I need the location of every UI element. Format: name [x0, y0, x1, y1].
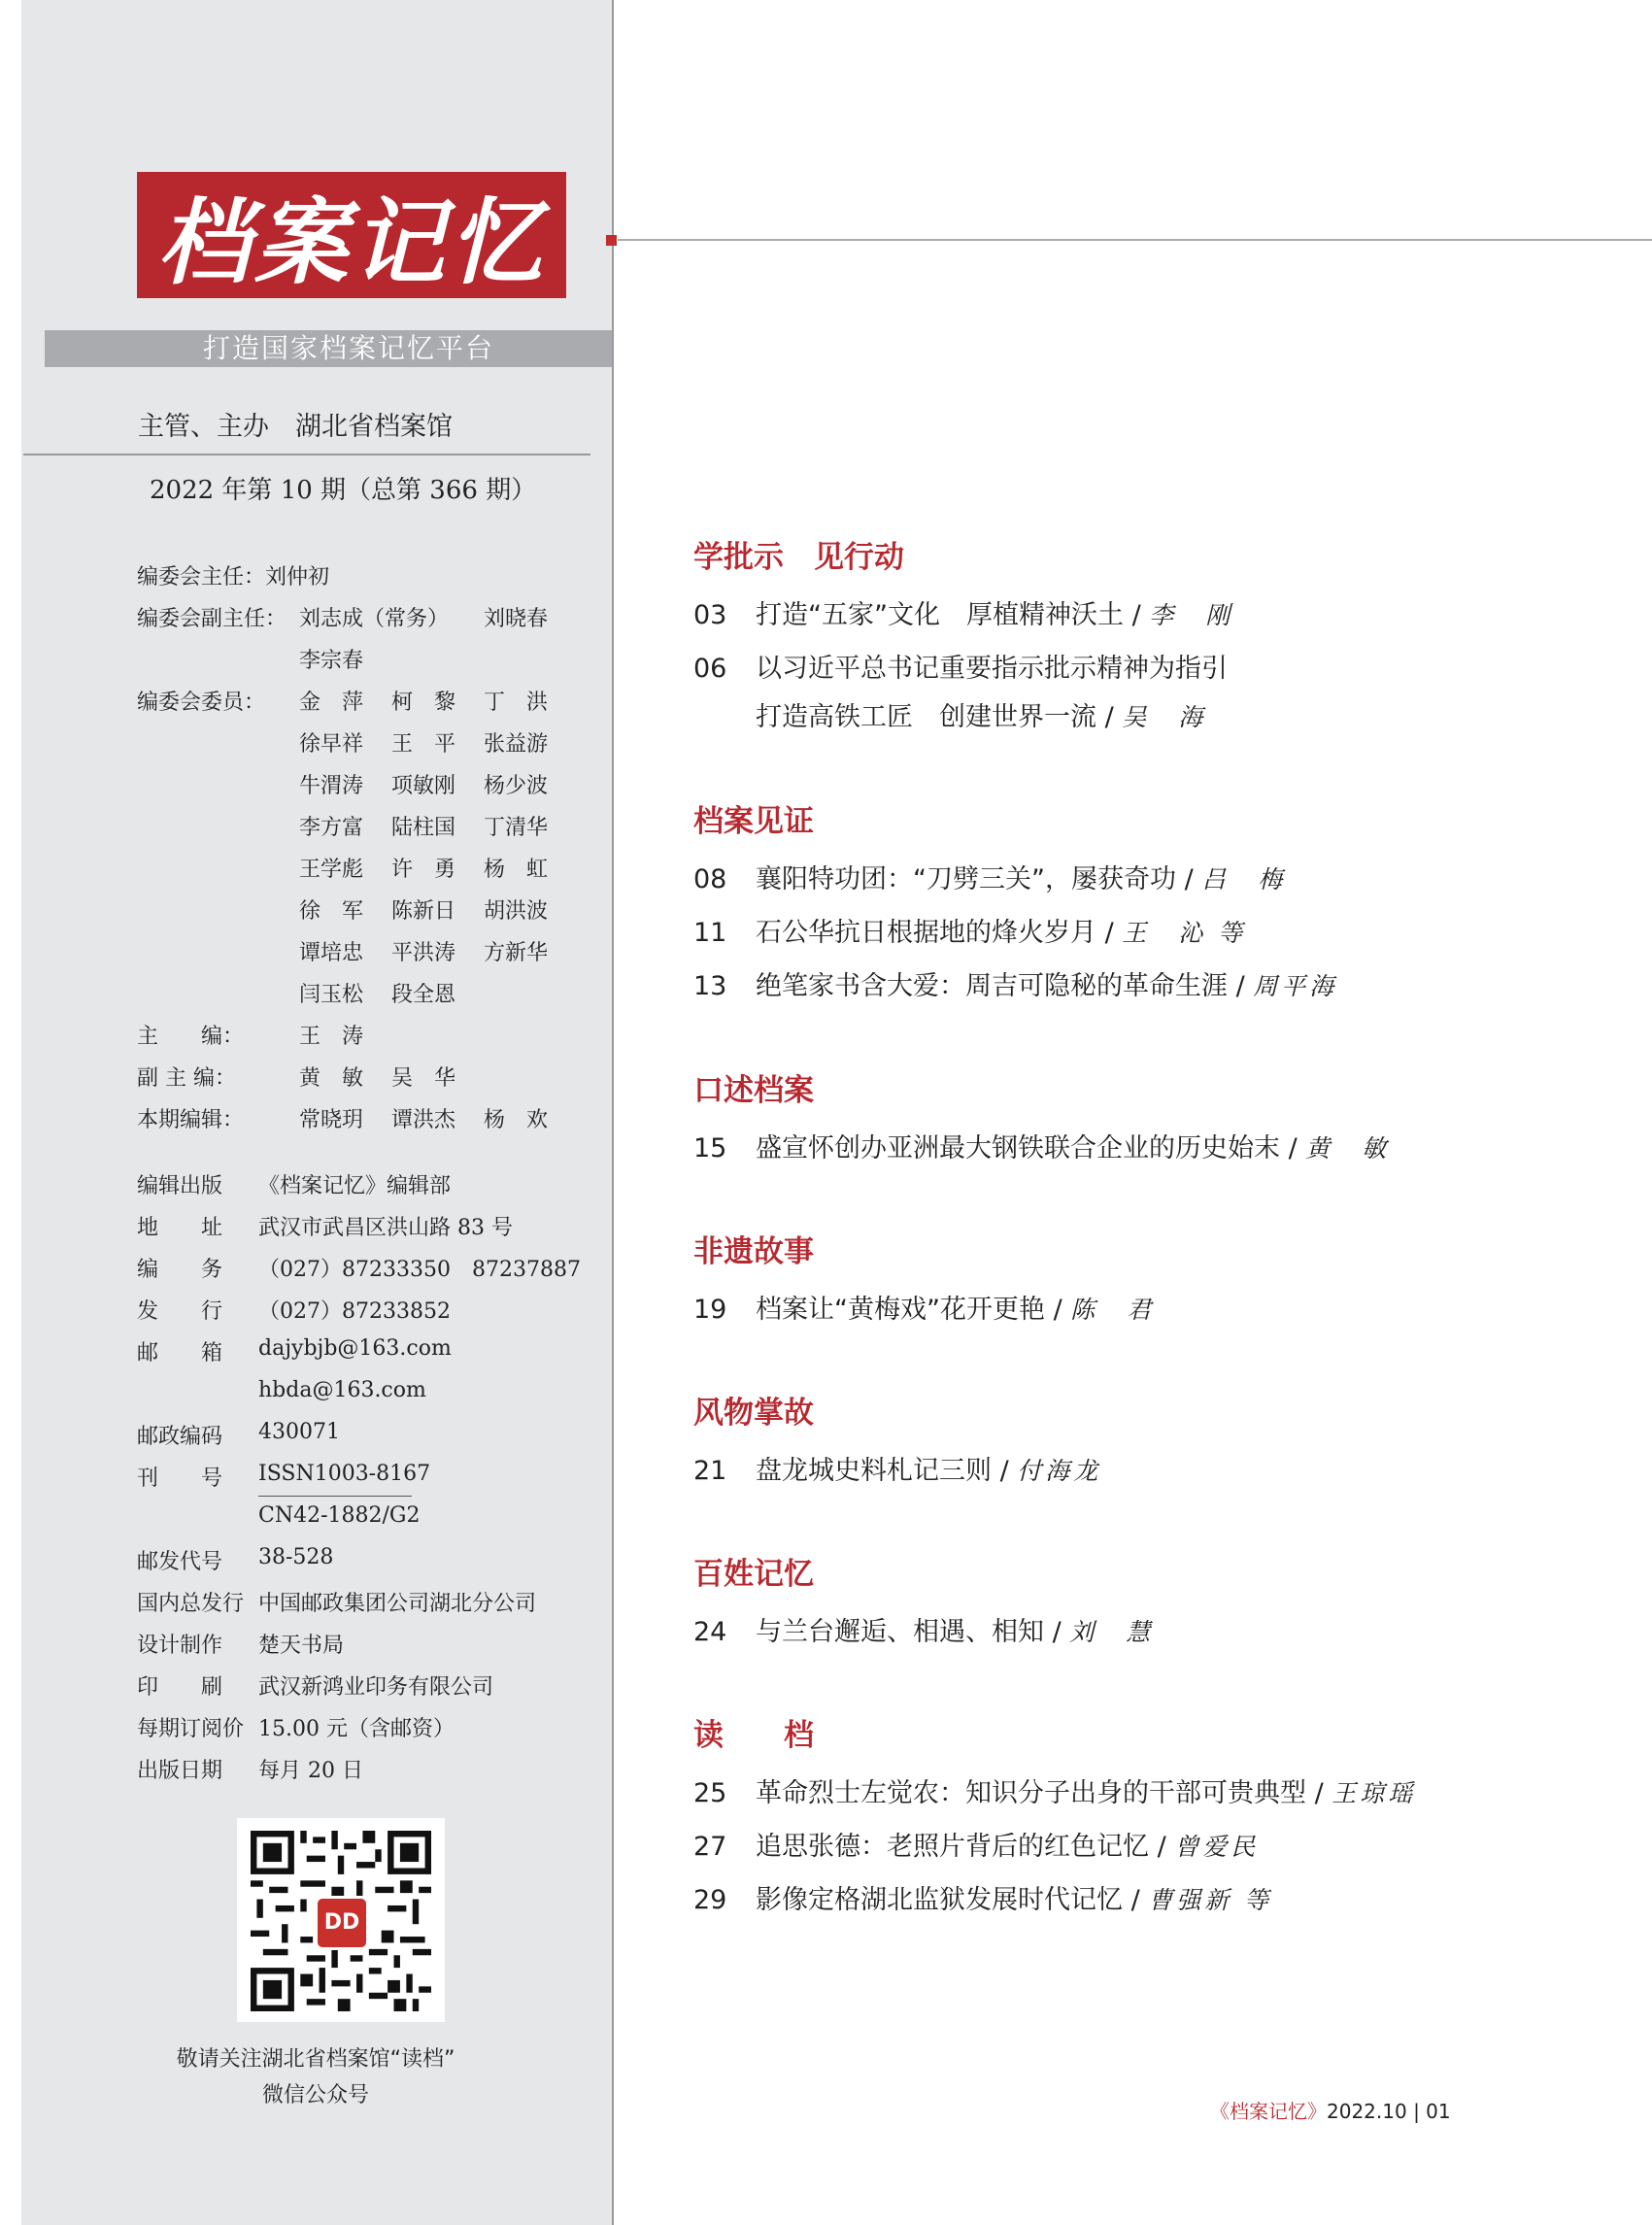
toc-entry[interactable]: 27 追思张德：老照片背后的红色记忆 / 曾爱民 — [693, 1832, 1260, 1862]
toc-section-title: 百姓记忆 — [693, 1557, 814, 1592]
toc-entry[interactable]: 06 以习近平总书记重要指示批示精神为指引 — [693, 654, 1228, 684]
toc-entry[interactable]: 25 革命烈士左觉农：知识分子出身的干部可贵典型 / 王琼瑶 — [693, 1778, 1417, 1808]
info-value: 430071 — [258, 1420, 340, 1444]
editorial-name: 项敏刚 — [391, 774, 456, 798]
issue-number: 2022 年第 10 期（总第 366 期） — [150, 476, 537, 505]
footer-magazine: 《档案记忆》 — [1210, 2100, 1327, 2123]
editorial-name: 杨少波 — [484, 774, 549, 798]
info-label: 发 行 — [137, 1299, 223, 1324]
toc-entry[interactable]: 21 盘龙城史料札记三则 / 付海龙 — [693, 1456, 1102, 1486]
toc-entry[interactable]: 24 与兰台邂逅、相遇、相知 / 刘 慧 — [693, 1617, 1155, 1647]
slogan-bar — [45, 330, 612, 367]
editorial-name: 刘晓春 — [484, 607, 549, 631]
info-value: 每月 20 日 — [258, 1759, 363, 1783]
header-rule — [618, 239, 1652, 241]
editorial-name: 谭洪杰 — [391, 1108, 456, 1132]
toc-entry[interactable]: 03 打造“五家”文化 厚植精神沃土 / 李 刚 — [693, 600, 1234, 630]
info-value: 《档案记忆》编辑部 — [258, 1174, 452, 1198]
sponsor-line: 主管、主办 湖北省档案馆 — [138, 412, 453, 442]
page-number: 01 — [1426, 2100, 1451, 2123]
issn-divider — [258, 1496, 412, 1497]
editorial-name: 王 平 — [391, 732, 456, 757]
toc-entry[interactable]: 13 绝笔家书含大爱：周吉可隐秘的革命生涯 / 周平海 — [693, 971, 1338, 1001]
editorial-name: 杨 欢 — [484, 1108, 549, 1132]
editorial-name: 常晓玥 — [299, 1108, 364, 1132]
info-value: 武汉市武昌区洪山路 83 号 — [258, 1216, 513, 1240]
editorial-director: 编委会主任：刘仲初 — [137, 565, 330, 590]
editorial-name: 王 涛 — [299, 1025, 364, 1049]
editorial-name: 刘志成（常务） — [299, 607, 450, 631]
toc-entry[interactable]: 11 石公华抗日根据地的烽火岁月 / 王 沁 等 — [693, 918, 1247, 948]
info-label: 国内总发行 — [137, 1592, 245, 1616]
follow-caption: 敬请关注湖北省档案馆“读档” — [176, 2047, 455, 2072]
editorial-name: 李方富 — [299, 816, 364, 840]
page-footer: 《档案记忆》2022.10 | 01 — [1210, 2100, 1451, 2123]
editorial-name: 谭培忠 — [299, 941, 364, 965]
editorial-name: 闫玉松 — [299, 983, 364, 1007]
info-value: 15.00 元（含邮资） — [258, 1717, 455, 1741]
magazine-logo — [137, 172, 566, 298]
info-label: 编辑出版 — [137, 1174, 223, 1198]
sponsor-divider — [23, 454, 590, 455]
info-label: 设计制作 — [137, 1634, 223, 1658]
email-value: hbda@163.com — [258, 1378, 426, 1402]
header-rule-marker — [606, 235, 617, 246]
editorial-name: 黄 敏 — [299, 1066, 364, 1091]
toc-section-title: 档案见证 — [693, 804, 814, 839]
info-label: 每期订阅价 — [137, 1717, 245, 1741]
editorial-name: 方新华 — [484, 941, 549, 965]
info-value: 武汉新鸿业印务有限公司 — [258, 1675, 494, 1700]
editorial-name: 王学彪 — [299, 858, 364, 882]
footer-date: 2022.10 — [1327, 2100, 1407, 2123]
info-label: 邮政编码 — [137, 1425, 223, 1449]
chief-editor-label: 主 编： — [137, 1025, 245, 1049]
toc-entry[interactable]: 15 盛宣怀创办亚洲最大钢铁联合企业的历史始末 / 黄 敏 — [693, 1133, 1391, 1163]
toc-section-title: 读 档 — [693, 1718, 814, 1753]
cn-value: CN42-1882/G2 — [258, 1503, 421, 1528]
toc-entry-continued[interactable]: 打造高铁工匠 创建世界一流 / 吴 海 — [756, 702, 1207, 732]
info-label: 印 刷 — [137, 1675, 223, 1700]
editorial-name: 杨 虹 — [484, 858, 549, 882]
toc-section-title: 口述档案 — [693, 1073, 814, 1108]
editorial-deputy-director: 编委会副主任： — [137, 607, 287, 631]
info-label: 邮 箱 — [137, 1341, 223, 1365]
toc-section-title: 风物掌故 — [693, 1396, 814, 1431]
editorial-name: 吴 华 — [391, 1066, 456, 1091]
follow-caption: 微信公众号 — [261, 2083, 369, 2107]
editorial-name: 胡洪波 — [484, 899, 549, 924]
editorial-name: 牛渭涛 — [299, 774, 364, 798]
email-value: dajybjb@163.com — [258, 1336, 452, 1361]
editorial-name: 金 萍 — [299, 691, 364, 715]
info-label: 出版日期 — [137, 1759, 223, 1783]
toc-entry[interactable]: 08 襄阳特功团：“刀劈三关”，屡获奇功 / 吕 梅 — [693, 864, 1287, 894]
slogan-text: 打造国家档案记忆平台 — [203, 332, 495, 364]
editorial-name: 陆柱国 — [391, 816, 456, 840]
editorial-members-label: 编委会委员： — [137, 691, 266, 715]
logo-text: 档案记忆 — [157, 186, 546, 297]
info-label: 编 务 — [137, 1258, 223, 1282]
editorial-name: 柯 黎 — [391, 691, 456, 715]
info-value: 楚天书局 — [258, 1634, 345, 1658]
info-label: 地 址 — [137, 1216, 223, 1240]
editorial-name: 张益游 — [484, 732, 549, 757]
editorial-name: 陈新日 — [391, 899, 456, 924]
info-label: 邮发代号 — [137, 1550, 223, 1574]
info-label: 刊 号 — [137, 1466, 223, 1491]
toc-entry[interactable]: 19 档案让“黄梅戏”花开更艳 / 陈 君 — [693, 1295, 1156, 1325]
info-value: 中国邮政集团公司湖北分公司 — [258, 1592, 537, 1616]
editorial-name: 徐 军 — [299, 899, 364, 924]
editorial-name: 段全恩 — [391, 983, 456, 1007]
editorial-name: 丁 洪 — [484, 691, 549, 715]
issue-editor-label: 本期编辑： — [137, 1108, 245, 1132]
toc-section-title: 非遗故事 — [693, 1234, 814, 1269]
editorial-name: 徐早祥 — [299, 732, 364, 757]
info-value: 38-528 — [258, 1545, 334, 1569]
info-value: （027）87233350 87237887 — [258, 1258, 581, 1282]
dd-logo-icon: DD — [315, 1896, 369, 1950]
toc-section-title: 学批示 见行动 — [693, 540, 904, 575]
toc-entry[interactable]: 29 影像定格湖北监狱发展时代记忆 / 曹强新 等 — [693, 1885, 1273, 1915]
editorial-name: 李宗春 — [299, 649, 364, 673]
deputy-editor-label: 副 主 编： — [137, 1066, 236, 1091]
wechat-qr-code[interactable] — [237, 1818, 445, 2022]
info-value: （027）87233852 — [258, 1299, 451, 1324]
editorial-name: 平洪涛 — [391, 941, 456, 965]
editorial-name: 丁清华 — [484, 816, 549, 840]
editorial-name: 许 勇 — [391, 858, 456, 882]
issn-value: ISSN1003-8167 — [258, 1462, 431, 1486]
